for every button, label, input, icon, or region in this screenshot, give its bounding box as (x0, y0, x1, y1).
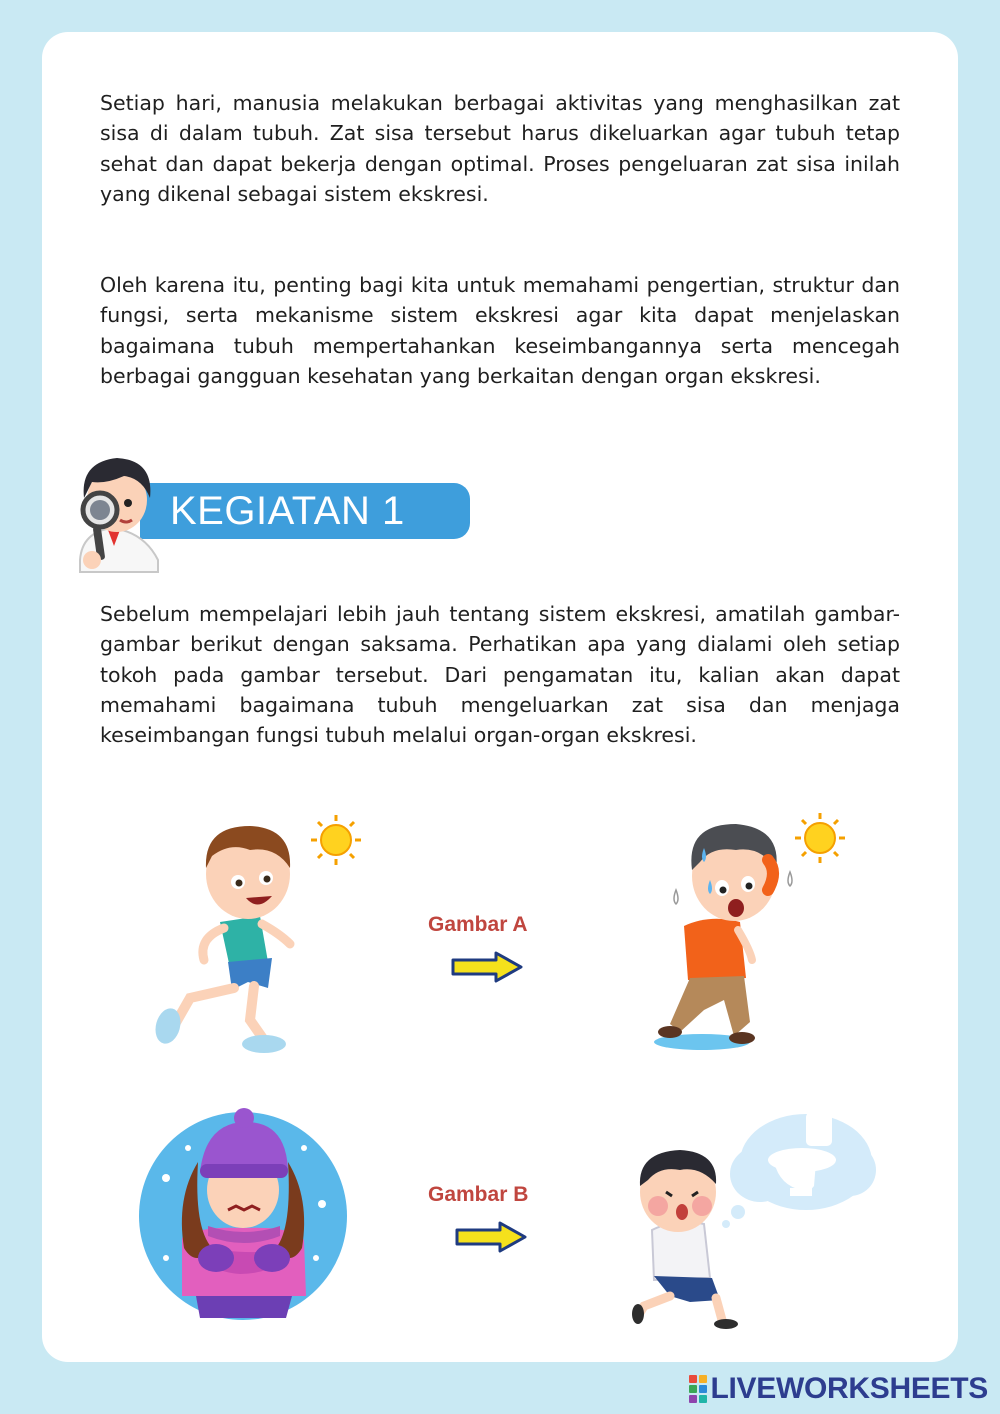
sun-icon (311, 815, 361, 865)
liveworksheets-logo (689, 1370, 989, 1408)
figure-a-label: Gambar A (428, 913, 528, 936)
arrow-right-icon (454, 1220, 528, 1254)
brand-name: LIVEWORKSHEETS (710, 1372, 988, 1405)
toilet-urge-boy-illustration (630, 1100, 880, 1330)
arrow-right-icon (450, 950, 524, 984)
instruction-paragraph: Sebelum mempelajari lebih jauh tentang sistem ekskresi, amatilah gambar-gambar berikut dengan saksama. Perhatikan apa yang dialami oleh setiap tokoh pada gambar tersebut. Dari pengamatan itu, kalian akan dapat memahami bagaimana tubuh mengeluarkan zat sisa dan menjaga keseimbangan fungsi tubuh melalui organ-organ ekskresi. (100, 602, 900, 748)
sweating-boy-illustration (650, 810, 850, 1060)
cold-girl-illustration (136, 1108, 350, 1320)
sun-icon (795, 813, 845, 863)
detective-boy-illustration (62, 448, 172, 576)
purpose-paragraph: Oleh karena itu, penting bagi kita untuk memahami pengertian, struktur dan fungsi, serta mekanisme sistem ekskresi agar kita dapat menjelaskan bagaimana tubuh mempertahankan keseimbangannya serta mencegah berbagai gangguan kesehatan yang berkaitan dengan organ ekskresi. (100, 273, 900, 388)
figure-b-label: Gambar B (428, 1183, 529, 1206)
running-boy-illustration (150, 812, 370, 1057)
intro-paragraph: Setiap hari, manusia melakukan berbagai aktivitas yang menghasilkan zat sisa di dalam tubuh. Zat sisa tersebut harus dikeluarkan agar tubuh tetap sehat dan dapat bekerja dengan optimal. Proses pengeluaran zat sisa inilah yang dikenal sebagai sistem ekskresi. (100, 91, 900, 206)
logo-grid-icon (689, 1375, 707, 1403)
activity-title: KEGIATAN 1 (170, 489, 405, 533)
